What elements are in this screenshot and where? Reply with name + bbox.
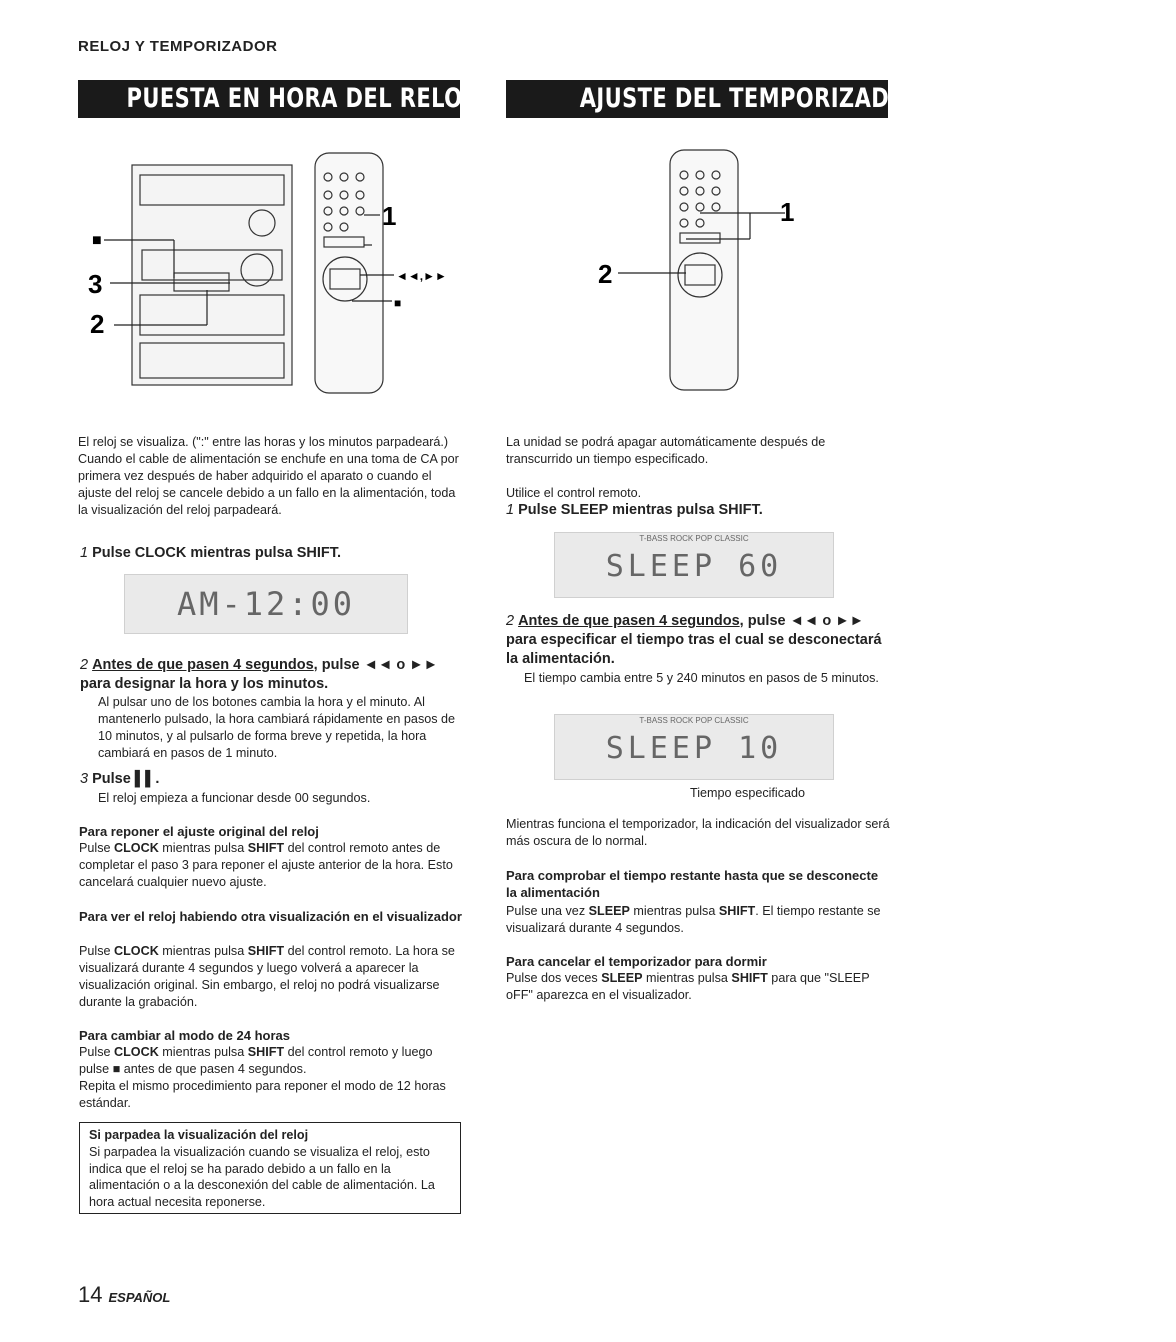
note-body: Si parpadea la visualización cuando se visualiza el reloj, esto indica que el reloj se ha parado debido a un fallo en la alimentación o a la desconexión del cable de alimentación. La hora actual necesita reponerse. bbox=[89, 1145, 435, 1209]
subheading-view-clock: Para ver el reloj habiendo otra visualización en el visualizador bbox=[79, 909, 462, 924]
step-text: , pulse ◄◄ o ►► para designar la hora y los minutos. bbox=[80, 657, 438, 692]
sleep-intro-2: Utilice el control remoto. bbox=[506, 486, 642, 500]
text: Pulse bbox=[79, 841, 115, 855]
body-remaining bbox=[506, 903, 892, 937]
text: Pulse bbox=[79, 944, 115, 958]
label-skip: ◄◄,►► bbox=[396, 269, 447, 283]
subheading-24h: Para cambiar al modo de 24 horas bbox=[79, 1028, 290, 1043]
lcd-sleep-text: SLEEP 10 bbox=[605, 731, 783, 766]
note-title: Si parpadea la visualización del reloj bbox=[89, 1128, 309, 1142]
key-name: CLOCK bbox=[114, 944, 159, 958]
label-stop: ■ bbox=[92, 232, 102, 249]
text: mientras pulsa bbox=[629, 904, 719, 918]
body-reset bbox=[79, 840, 465, 891]
label-pause: ■ bbox=[394, 296, 402, 310]
step-underlined: Antes de que pasen 4 segundos bbox=[92, 657, 314, 673]
banner-left bbox=[78, 80, 471, 118]
text: del control remoto antes de completar el paso 3 para reponer el ajuste anterior de la hora. Esto cancelará cualquier nuevo ajuste. bbox=[79, 841, 453, 889]
text: del control remoto. La hora se visualizará durante 4 segundos y luego volverá a aparecer la visualización original. Sin embargo, el reloj no podrá visualizarse durante la grabación. bbox=[79, 944, 455, 1009]
clock-step-1 bbox=[80, 544, 341, 563]
step-underlined: Antes de que pasen 4 segundos bbox=[518, 613, 740, 629]
step-text: , pulse ◄◄ o ►► para especificar el tiempo tras el cual se desconectará la alimentación. bbox=[506, 613, 882, 667]
lcd-sleep-text: SLEEP 60 bbox=[605, 549, 783, 584]
lcd-mode-labels: T-BASS ROCK POP CLASSIC bbox=[639, 534, 749, 543]
key-name: CLOCK bbox=[114, 841, 159, 855]
key-name: SHIFT bbox=[247, 944, 285, 958]
label-1: 1 bbox=[780, 197, 795, 227]
body-cancel bbox=[506, 970, 892, 1004]
key-name: SLEEP bbox=[601, 971, 643, 985]
body-view-clock bbox=[79, 943, 465, 1011]
stereo-unit-illustration bbox=[132, 165, 292, 385]
sleep-after: Mientras funciona el temporizador, la indicación del visualizador será más oscura de lo normal. bbox=[506, 817, 890, 848]
key-name: SLEEP bbox=[588, 904, 630, 918]
lcd-caption: Tiempo especificado bbox=[690, 786, 806, 800]
text: Pulse bbox=[79, 1045, 115, 1059]
lcd-clock-display: AM-12:00 bbox=[124, 574, 408, 634]
subheading-cancel: Para cancelar el temporizador para dormir bbox=[506, 954, 767, 969]
clock-step-2-body: Al pulsar uno de los botones cambia la hora y el minuto. Al mantenerlo pulsado, la hora cambiará rápidamente en pasos de 10 minutos, y al pulsarlo de forma breve y repetida, la hora cambiará en pasos de 1 minuto. bbox=[98, 695, 456, 760]
note-box bbox=[79, 1122, 461, 1214]
text: para que "SLEEP oFF" aparezca en el visualizador. bbox=[506, 971, 870, 1002]
clock-step-3 bbox=[80, 770, 159, 789]
step-number: 2 bbox=[506, 613, 515, 629]
step-text: Pulse ▌▌. bbox=[92, 771, 160, 787]
label-2: 2 bbox=[598, 259, 613, 289]
text: mientras pulsa bbox=[158, 841, 248, 855]
lcd-mode-labels: T-BASS ROCK POP CLASSIC bbox=[639, 716, 749, 725]
step-number: 1 bbox=[80, 545, 89, 561]
subheading-remaining: Para comprobar el tiempo restante hasta que se desconecte la alimentación bbox=[506, 868, 879, 900]
sleep-intro: La unidad se podrá apagar automáticamente después de transcurrido un tiempo especificado. bbox=[506, 435, 826, 466]
body-24h-repeat: Repita el mismo procedimiento para reponer el modo de 12 horas estándar. bbox=[79, 1079, 446, 1110]
body-24h bbox=[79, 1044, 465, 1078]
section-tag: RELOJ Y TEMPORIZADOR bbox=[78, 38, 278, 55]
sleep-step-1 bbox=[506, 501, 763, 520]
sleep-step-2 bbox=[506, 612, 890, 669]
key-name: CLOCK bbox=[114, 1045, 159, 1059]
step-number: 2 bbox=[80, 657, 89, 673]
key-name: SHIFT bbox=[247, 841, 285, 855]
text: mientras pulsa bbox=[158, 1045, 248, 1059]
banner-right bbox=[506, 80, 1103, 118]
page-number: 14 bbox=[78, 1282, 103, 1307]
step-number: 1 bbox=[506, 502, 515, 518]
key-name: SHIFT bbox=[718, 904, 756, 918]
remote-control-illustration bbox=[670, 150, 738, 390]
text: . El tiempo restante se visualizará durante 4 segundos. bbox=[506, 904, 881, 935]
clock-step-3-body: El reloj empieza a funcionar desde 00 segundos. bbox=[98, 791, 371, 805]
step-number: 3 bbox=[80, 771, 89, 787]
sleep-step-2-body: El tiempo cambia entre 5 y 240 minutos en pasos de 5 minutos. bbox=[524, 671, 879, 685]
text: mientras pulsa bbox=[158, 944, 248, 958]
subheading-reset: Para reponer el ajuste original del reloj bbox=[79, 824, 319, 839]
text: Pulse una vez bbox=[506, 904, 589, 918]
left-column bbox=[78, 434, 464, 519]
remote-control-illustration bbox=[315, 153, 383, 393]
footer-language: ESPAÑOL bbox=[108, 1290, 171, 1305]
page-footer bbox=[78, 1282, 170, 1308]
lcd-sleep-display-2 bbox=[554, 714, 834, 780]
lcd-sleep-display bbox=[554, 532, 834, 598]
clock-step-2 bbox=[80, 656, 464, 694]
label-3: 3 bbox=[88, 269, 103, 299]
step-text: Pulse CLOCK mientras pulsa SHIFT. bbox=[92, 545, 342, 561]
right-illustration bbox=[590, 145, 820, 395]
left-illustration bbox=[82, 145, 462, 400]
banner-right-text: AJUSTE DEL TEMPORIZADOR PARA DORMIR bbox=[579, 83, 1103, 114]
key-name: SHIFT bbox=[247, 1045, 285, 1059]
text: Pulse dos veces bbox=[506, 971, 602, 985]
step-text: Pulse SLEEP mientras pulsa SHIFT. bbox=[518, 502, 763, 518]
key-name: SHIFT bbox=[731, 971, 768, 985]
banner-left-text: PUESTA EN HORA DEL RELOJ bbox=[126, 83, 471, 114]
label-2: 2 bbox=[90, 309, 105, 339]
text: mientras pulsa bbox=[642, 971, 732, 985]
text: del control remoto y luego pulse ■ antes de que pasen 4 segundos. bbox=[79, 1045, 433, 1076]
clock-intro: El reloj se visualiza. (":" entre las horas y los minutos parpadeará.) Cuando el cable de alimentación se enchufe en una toma de CA por primera vez después de haber adquirido el aparato o cuando el ajuste del reloj se cancele debido a un fallo en la alimentación, toda la visualización del reloj parpadeará. bbox=[78, 435, 459, 517]
label-1: 1 bbox=[382, 201, 397, 231]
